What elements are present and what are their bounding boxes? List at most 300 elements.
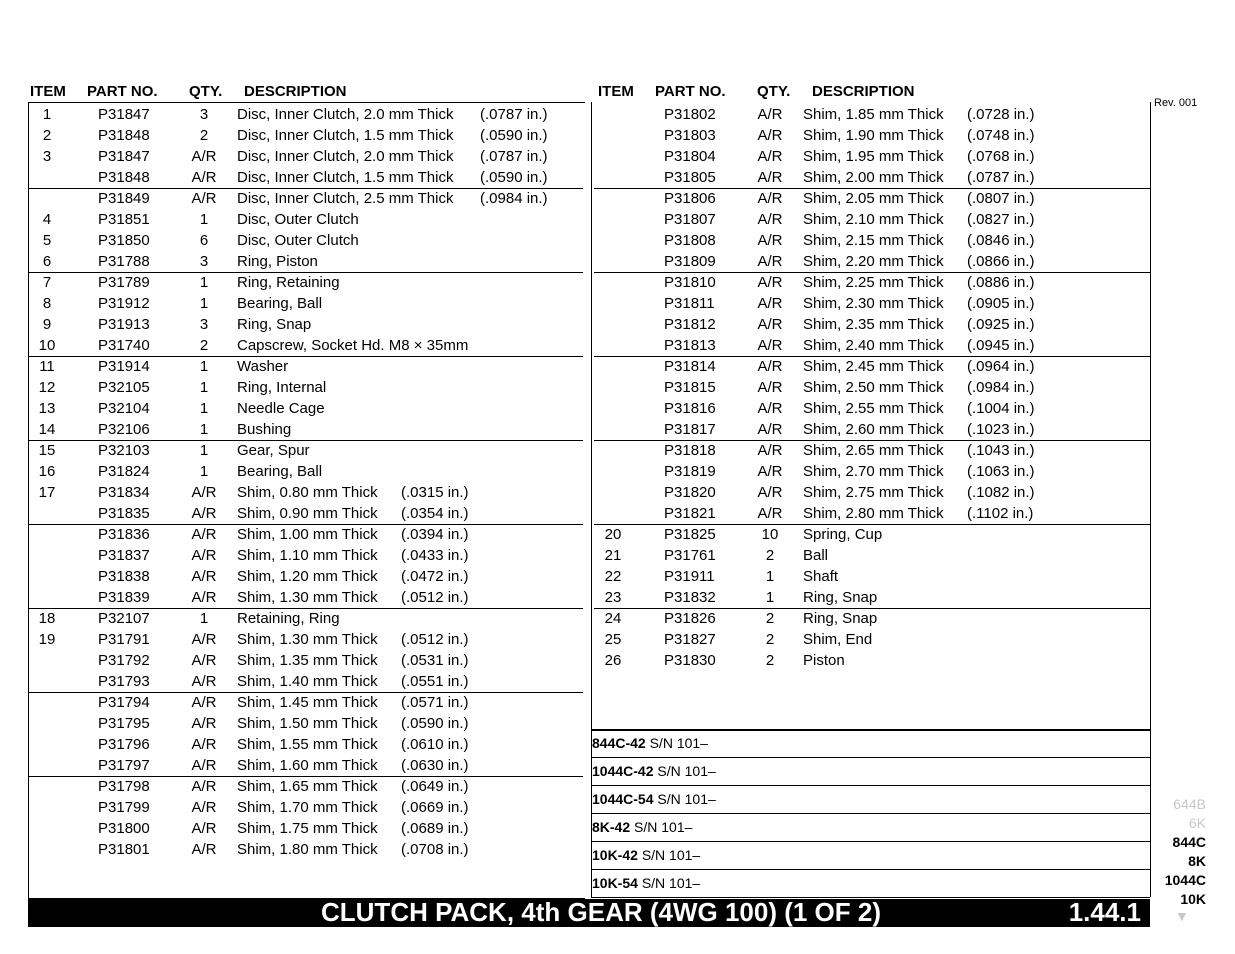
description: Shim, 2.20 mm Thick xyxy=(803,253,944,270)
part-number: P31837 xyxy=(98,547,150,564)
quantity: A/R xyxy=(757,106,783,123)
description: Ring, Snap xyxy=(237,316,312,333)
quantity: 2 xyxy=(765,652,775,669)
description: Shim, 2.80 mm Thick xyxy=(803,505,944,522)
quantity: 2 xyxy=(765,631,775,648)
description: Shim, 2.00 mm Thick xyxy=(803,169,944,186)
quantity: A/R xyxy=(757,379,783,396)
quantity: A/R xyxy=(191,778,217,795)
part-number: P31911 xyxy=(664,568,715,585)
description: Bushing xyxy=(237,421,292,438)
row-divider xyxy=(594,356,1150,357)
quantity: A/R xyxy=(757,463,783,480)
quantity: A/R xyxy=(757,190,783,207)
part-number: P31793 xyxy=(98,673,150,690)
part-number: P31807 xyxy=(664,211,716,228)
serial-row xyxy=(592,869,1149,897)
description: Gear, Spur xyxy=(237,442,310,459)
part-number: P31803 xyxy=(664,127,716,144)
quantity: 1 xyxy=(199,379,209,396)
dimension: (.0787 in.) xyxy=(967,169,1035,186)
quantity: A/R xyxy=(191,589,217,606)
model-label: 1044C xyxy=(1164,872,1206,888)
quantity: 1 xyxy=(199,274,209,291)
dimension: (.0846 in.) xyxy=(967,232,1035,249)
part-number: P31819 xyxy=(664,463,716,480)
quantity: 1 xyxy=(199,211,209,228)
model-label: 10K xyxy=(1180,891,1206,907)
part-number: P31849 xyxy=(98,190,150,207)
description: Shim, 2.75 mm Thick xyxy=(803,484,944,501)
quantity: A/R xyxy=(191,526,217,543)
part-number: P31801 xyxy=(98,841,150,858)
serial-row xyxy=(592,729,1149,757)
item-number: 5 xyxy=(42,232,52,249)
dimension: (.0590 in.) xyxy=(480,127,548,144)
part-number: P31802 xyxy=(664,106,716,123)
description: Disc, Inner Clutch, 1.5 mm Thick xyxy=(237,169,454,186)
part-number: P31836 xyxy=(98,526,150,543)
item-number: 4 xyxy=(42,211,52,228)
dimension: (.0905 in.) xyxy=(967,295,1035,312)
quantity: A/R xyxy=(757,169,783,186)
part-number: P31792 xyxy=(98,652,150,669)
header-description: DESCRIPTION xyxy=(812,83,915,100)
quantity: A/R xyxy=(757,295,783,312)
model-label: 844C xyxy=(1172,834,1206,850)
row-divider xyxy=(29,692,583,693)
dimension: (.0669 in.) xyxy=(401,799,469,816)
dimension: (.0354 in.) xyxy=(401,505,469,522)
description: Disc, Inner Clutch, 2.0 mm Thick xyxy=(237,106,454,123)
item-number: 18 xyxy=(38,610,56,627)
dimension: (.0433 in.) xyxy=(401,547,469,564)
part-number: P31800 xyxy=(98,820,150,837)
quantity: 3 xyxy=(199,106,209,123)
serial-row xyxy=(592,757,1149,785)
part-number: P31796 xyxy=(98,736,150,753)
description: Shim, End xyxy=(803,631,873,648)
quantity: 3 xyxy=(199,316,209,333)
dimension: (.0610 in.) xyxy=(401,736,469,753)
part-number: P32105 xyxy=(98,379,150,396)
item-number: 2 xyxy=(42,127,52,144)
description: Disc, Outer Clutch xyxy=(237,211,359,228)
part-number: P31812 xyxy=(664,316,716,333)
part-number: P31795 xyxy=(98,715,150,732)
dimension: (.0886 in.) xyxy=(967,274,1035,291)
part-number: P31832 xyxy=(664,589,716,606)
part-number: P31839 xyxy=(98,589,150,606)
quantity: A/R xyxy=(191,820,217,837)
part-number: P31813 xyxy=(664,337,716,354)
row-divider xyxy=(29,776,583,777)
row-divider xyxy=(29,608,583,609)
part-number: P31805 xyxy=(664,169,716,186)
model-name: 1044C-42 xyxy=(592,763,654,779)
quantity: A/R xyxy=(757,358,783,375)
item-number: 12 xyxy=(38,379,56,396)
quantity: A/R xyxy=(757,316,783,333)
description: Shim, 0.80 mm Thick xyxy=(237,484,378,501)
model-name: 1044C-54 xyxy=(592,791,654,807)
description: Shim, 1.95 mm Thick xyxy=(803,148,944,165)
description: Shim, 1.80 mm Thick xyxy=(237,841,378,858)
quantity: A/R xyxy=(191,715,217,732)
item-number: 21 xyxy=(604,547,622,564)
model-name: 8K-42 xyxy=(592,819,631,835)
item-number: 13 xyxy=(38,400,56,417)
dimension: (.0964 in.) xyxy=(967,358,1035,375)
serial-range: S/N 101– xyxy=(634,819,693,835)
part-number: P31851 xyxy=(98,211,150,228)
part-number: P31847 xyxy=(98,106,150,123)
quantity: A/R xyxy=(757,421,783,438)
part-number: P31835 xyxy=(98,505,150,522)
item-number: 6 xyxy=(42,253,52,270)
quantity: 1 xyxy=(199,421,209,438)
description: Piston xyxy=(803,652,845,669)
part-number: P31824 xyxy=(98,463,150,480)
quantity: A/R xyxy=(191,736,217,753)
quantity: A/R xyxy=(757,232,783,249)
description: Bearing, Ball xyxy=(237,463,323,480)
quantity: A/R xyxy=(191,799,217,816)
header-qty: QTY. xyxy=(189,83,223,100)
item-number: 15 xyxy=(38,442,56,459)
row-divider xyxy=(594,608,1150,609)
part-number: P31914 xyxy=(98,358,150,375)
description: Shim, 2.15 mm Thick xyxy=(803,232,944,249)
item-number: 23 xyxy=(604,589,622,606)
description: Shim, 1.55 mm Thick xyxy=(237,736,378,753)
description: Shim, 1.30 mm Thick xyxy=(237,631,378,648)
part-number: P31912 xyxy=(98,295,150,312)
item-number: 16 xyxy=(38,463,56,480)
part-number: P32104 xyxy=(98,400,150,417)
description: Washer xyxy=(237,358,289,375)
serial-range: S/N 101– xyxy=(641,847,701,863)
dimension: (.0394 in.) xyxy=(401,526,469,543)
header-item: ITEM xyxy=(598,83,634,100)
dimension: (.0689 in.) xyxy=(401,820,469,837)
description: Disc, Inner Clutch, 1.5 mm Thick xyxy=(237,127,454,144)
part-number: P31820 xyxy=(664,484,716,501)
quantity: 10 xyxy=(761,526,779,543)
quantity: A/R xyxy=(757,211,783,228)
dimension: (.0984 in.) xyxy=(967,379,1035,396)
row-divider xyxy=(594,272,1150,273)
description: Shaft xyxy=(803,568,839,585)
dimension: (.0827 in.) xyxy=(967,211,1035,228)
header-part-no: PART NO. xyxy=(87,83,158,100)
description: Shim, 2.40 mm Thick xyxy=(803,337,944,354)
quantity: A/R xyxy=(757,127,783,144)
row-divider xyxy=(29,440,583,441)
description: Shim, 2.65 mm Thick xyxy=(803,442,944,459)
row-divider xyxy=(29,356,583,357)
dimension: (.1043 in.) xyxy=(967,442,1035,459)
dimension: (.1102 in.) xyxy=(967,505,1034,522)
header-description: DESCRIPTION xyxy=(244,83,347,100)
row-divider xyxy=(594,440,1150,441)
quantity: A/R xyxy=(191,673,217,690)
part-number: P31825 xyxy=(664,526,716,543)
quantity: 1 xyxy=(199,442,209,459)
dimension: (.0748 in.) xyxy=(967,127,1035,144)
dimension: (.0787 in.) xyxy=(480,106,548,123)
description: Ring, Piston xyxy=(237,253,318,270)
dimension: (.0590 in.) xyxy=(480,169,548,186)
part-number: P31848 xyxy=(98,127,150,144)
dimension: (.0630 in.) xyxy=(401,757,469,774)
quantity: A/R xyxy=(757,274,783,291)
quantity: A/R xyxy=(191,484,217,501)
dimension: (.0472 in.) xyxy=(401,568,469,585)
dimension: (.0315 in.) xyxy=(401,484,469,501)
part-number: P31788 xyxy=(98,253,150,270)
item-number: 22 xyxy=(604,568,622,585)
quantity: A/R xyxy=(191,757,217,774)
description: Shim, 0.90 mm Thick xyxy=(237,505,378,522)
description: Needle Cage xyxy=(237,400,325,417)
model-name: 10K-42 xyxy=(592,847,638,863)
part-number: P31761 xyxy=(664,547,716,564)
header-qty: QTY. xyxy=(757,83,791,100)
description: Shim, 1.20 mm Thick xyxy=(237,568,378,585)
dimension: (.0984 in.) xyxy=(480,190,548,207)
model-label: 6K xyxy=(1188,815,1206,831)
item-number: 20 xyxy=(604,526,622,543)
description: Shim, 1.75 mm Thick xyxy=(237,820,378,837)
description: Shim, 2.25 mm Thick xyxy=(803,274,944,291)
item-number: 11 xyxy=(39,358,55,375)
description: Shim, 1.70 mm Thick xyxy=(237,799,378,816)
dimension: (.0787 in.) xyxy=(480,148,548,165)
item-number: 26 xyxy=(604,652,622,669)
part-number: P31808 xyxy=(664,232,716,249)
part-number: P31810 xyxy=(664,274,716,291)
description: Shim, 1.50 mm Thick xyxy=(237,715,378,732)
part-number: P31804 xyxy=(664,148,716,165)
description: Shim, 2.30 mm Thick xyxy=(803,295,944,312)
part-number: P31791 xyxy=(98,631,150,648)
quantity: 1 xyxy=(765,589,775,606)
dimension: (.0866 in.) xyxy=(967,253,1035,270)
part-number: P31799 xyxy=(98,799,150,816)
quantity: 1 xyxy=(199,400,209,417)
part-number: P31817 xyxy=(664,421,716,438)
description: Shim, 2.50 mm Thick xyxy=(803,379,944,396)
dimension: (.1004 in.) xyxy=(967,400,1035,417)
model-label: 644B xyxy=(1173,796,1206,812)
description: Ring, Internal xyxy=(237,379,327,396)
description: Ring, Retaining xyxy=(237,274,340,291)
part-number: P31814 xyxy=(664,358,716,375)
model-name: 844C-42 xyxy=(592,735,646,751)
part-number: P31815 xyxy=(664,379,716,396)
serial-row xyxy=(592,841,1149,869)
item-number: 25 xyxy=(604,631,622,648)
part-number: P31848 xyxy=(98,169,150,186)
quantity: A/R xyxy=(191,568,217,585)
down-arrow-icon: ▼ xyxy=(1175,908,1189,924)
dimension: (.0571 in.) xyxy=(401,694,469,711)
dimension: (.0728 in.) xyxy=(967,106,1035,123)
description: Shim, 2.55 mm Thick xyxy=(803,400,944,417)
quantity: A/R xyxy=(191,169,217,186)
row-divider xyxy=(594,188,1150,189)
quantity: A/R xyxy=(191,694,217,711)
quantity: A/R xyxy=(757,442,783,459)
description: Shim, 2.05 mm Thick xyxy=(803,190,944,207)
quantity: A/R xyxy=(757,484,783,501)
quantity: 2 xyxy=(765,547,775,564)
serial-range: S/N 101– xyxy=(657,763,716,779)
quantity: 2 xyxy=(765,610,775,627)
description: Shim, 1.85 mm Thick xyxy=(803,106,944,123)
quantity: A/R xyxy=(757,148,783,165)
part-number: P31809 xyxy=(664,253,716,270)
dimension: (.0945 in.) xyxy=(967,337,1035,354)
part-number: P31830 xyxy=(664,652,716,669)
dimension: (.0551 in.) xyxy=(401,673,469,690)
dimension: (.1082 in.) xyxy=(967,484,1035,501)
part-number: P32106 xyxy=(98,421,150,438)
dimension: (.0531 in.) xyxy=(401,652,469,669)
description: Shim, 1.90 mm Thick xyxy=(803,127,944,144)
quantity: A/R xyxy=(191,190,217,207)
item-number: 17 xyxy=(38,484,56,501)
dimension: (.1023 in.) xyxy=(967,421,1035,438)
description: Shim, 2.70 mm Thick xyxy=(803,463,944,480)
dimension: (.0590 in.) xyxy=(401,715,469,732)
dimension: (.0649 in.) xyxy=(401,778,469,795)
description: Shim, 2.45 mm Thick xyxy=(803,358,944,375)
quantity: 1 xyxy=(199,295,209,312)
model-label: 8K xyxy=(1188,853,1206,869)
quantity: A/R xyxy=(191,505,217,522)
part-number: P31740 xyxy=(98,337,150,354)
description: Shim, 1.45 mm Thick xyxy=(237,694,378,711)
description: Shim, 1.35 mm Thick xyxy=(237,652,378,669)
description: Shim, 1.60 mm Thick xyxy=(237,757,378,774)
quantity: A/R xyxy=(191,547,217,564)
description: Ring, Snap xyxy=(803,589,878,606)
part-number: P31794 xyxy=(98,694,150,711)
dimension: (.0925 in.) xyxy=(967,316,1035,333)
part-number: P32103 xyxy=(98,442,150,459)
serial-row xyxy=(592,813,1149,841)
part-number: P31834 xyxy=(98,484,150,501)
item-number: 1 xyxy=(42,106,52,123)
serial-range: S/N 101– xyxy=(641,875,701,891)
quantity: 1 xyxy=(765,568,775,585)
description: Shim, 2.10 mm Thick xyxy=(803,211,944,228)
header-part-no: PART NO. xyxy=(655,83,726,100)
part-number: P31818 xyxy=(664,442,716,459)
item-number: 24 xyxy=(604,610,622,627)
description: Ring, Snap xyxy=(803,610,878,627)
quantity: 1 xyxy=(199,610,209,627)
part-number: P31913 xyxy=(98,316,150,333)
description: Capscrew, Socket Hd. M8 × 35mm xyxy=(237,337,469,354)
part-number: P31847 xyxy=(98,148,150,165)
quantity: A/R xyxy=(191,652,217,669)
quantity: A/R xyxy=(191,148,217,165)
dimension: (.0708 in.) xyxy=(401,841,469,858)
part-number: P31798 xyxy=(98,778,150,795)
model-name: 10K-54 xyxy=(592,875,638,891)
part-number: P31811 xyxy=(664,295,715,312)
quantity: 1 xyxy=(199,463,209,480)
row-divider xyxy=(29,188,583,189)
serial-row xyxy=(592,785,1149,813)
item-number: 8 xyxy=(42,295,52,312)
header-item: ITEM xyxy=(30,83,66,100)
row-divider xyxy=(29,524,583,525)
quantity: A/R xyxy=(191,631,217,648)
quantity: 3 xyxy=(199,253,209,270)
item-number: 14 xyxy=(38,421,56,438)
dimension: (.0512 in.) xyxy=(401,589,469,606)
quantity: A/R xyxy=(757,505,783,522)
part-number: P31821 xyxy=(664,505,716,522)
item-number: 3 xyxy=(42,148,52,165)
dimension: (.0512 in.) xyxy=(401,631,469,648)
part-number: P31850 xyxy=(98,232,150,249)
dimension: (.0768 in.) xyxy=(967,148,1035,165)
part-number: P31826 xyxy=(664,610,716,627)
dimension: (.0807 in.) xyxy=(967,190,1035,207)
part-number: P32107 xyxy=(98,610,150,627)
quantity: 2 xyxy=(199,337,209,354)
part-number: P31816 xyxy=(664,400,716,417)
page-number: 1.44.1 xyxy=(1068,897,1141,927)
part-number: P31797 xyxy=(98,757,150,774)
description: Disc, Inner Clutch, 2.0 mm Thick xyxy=(237,148,454,165)
description: Ball xyxy=(803,547,829,564)
description: Shim, 2.35 mm Thick xyxy=(803,316,944,333)
row-divider xyxy=(29,272,583,273)
description: Disc, Outer Clutch xyxy=(237,232,359,249)
quantity: 6 xyxy=(199,232,209,249)
description: Retaining, Ring xyxy=(237,610,340,627)
title-bar xyxy=(28,899,1150,927)
description: Disc, Inner Clutch, 2.5 mm Thick xyxy=(237,190,454,207)
description: Shim, 1.40 mm Thick xyxy=(237,673,378,690)
quantity: 2 xyxy=(199,127,209,144)
description: Shim, 1.00 mm Thick xyxy=(237,526,378,543)
quantity: A/R xyxy=(757,337,783,354)
quantity: A/R xyxy=(757,400,783,417)
description: Shim, 1.65 mm Thick xyxy=(237,778,378,795)
serial-range: S/N 101– xyxy=(649,735,708,751)
page-title: CLUTCH PACK, 4th GEAR (4WG 100) (1 OF 2) xyxy=(321,897,882,927)
part-number: P31838 xyxy=(98,568,150,585)
part-number: P31827 xyxy=(664,631,716,648)
part-number: P31789 xyxy=(98,274,150,291)
part-number: P31806 xyxy=(664,190,716,207)
description: Shim, 1.30 mm Thick xyxy=(237,589,378,606)
item-number: 19 xyxy=(38,631,56,648)
quantity: A/R xyxy=(191,841,217,858)
serial-range: S/N 101– xyxy=(657,791,716,807)
item-number: 9 xyxy=(42,316,52,333)
description: Spring, Cup xyxy=(803,526,883,543)
description: Bearing, Ball xyxy=(237,295,323,312)
item-number: 10 xyxy=(38,337,56,354)
